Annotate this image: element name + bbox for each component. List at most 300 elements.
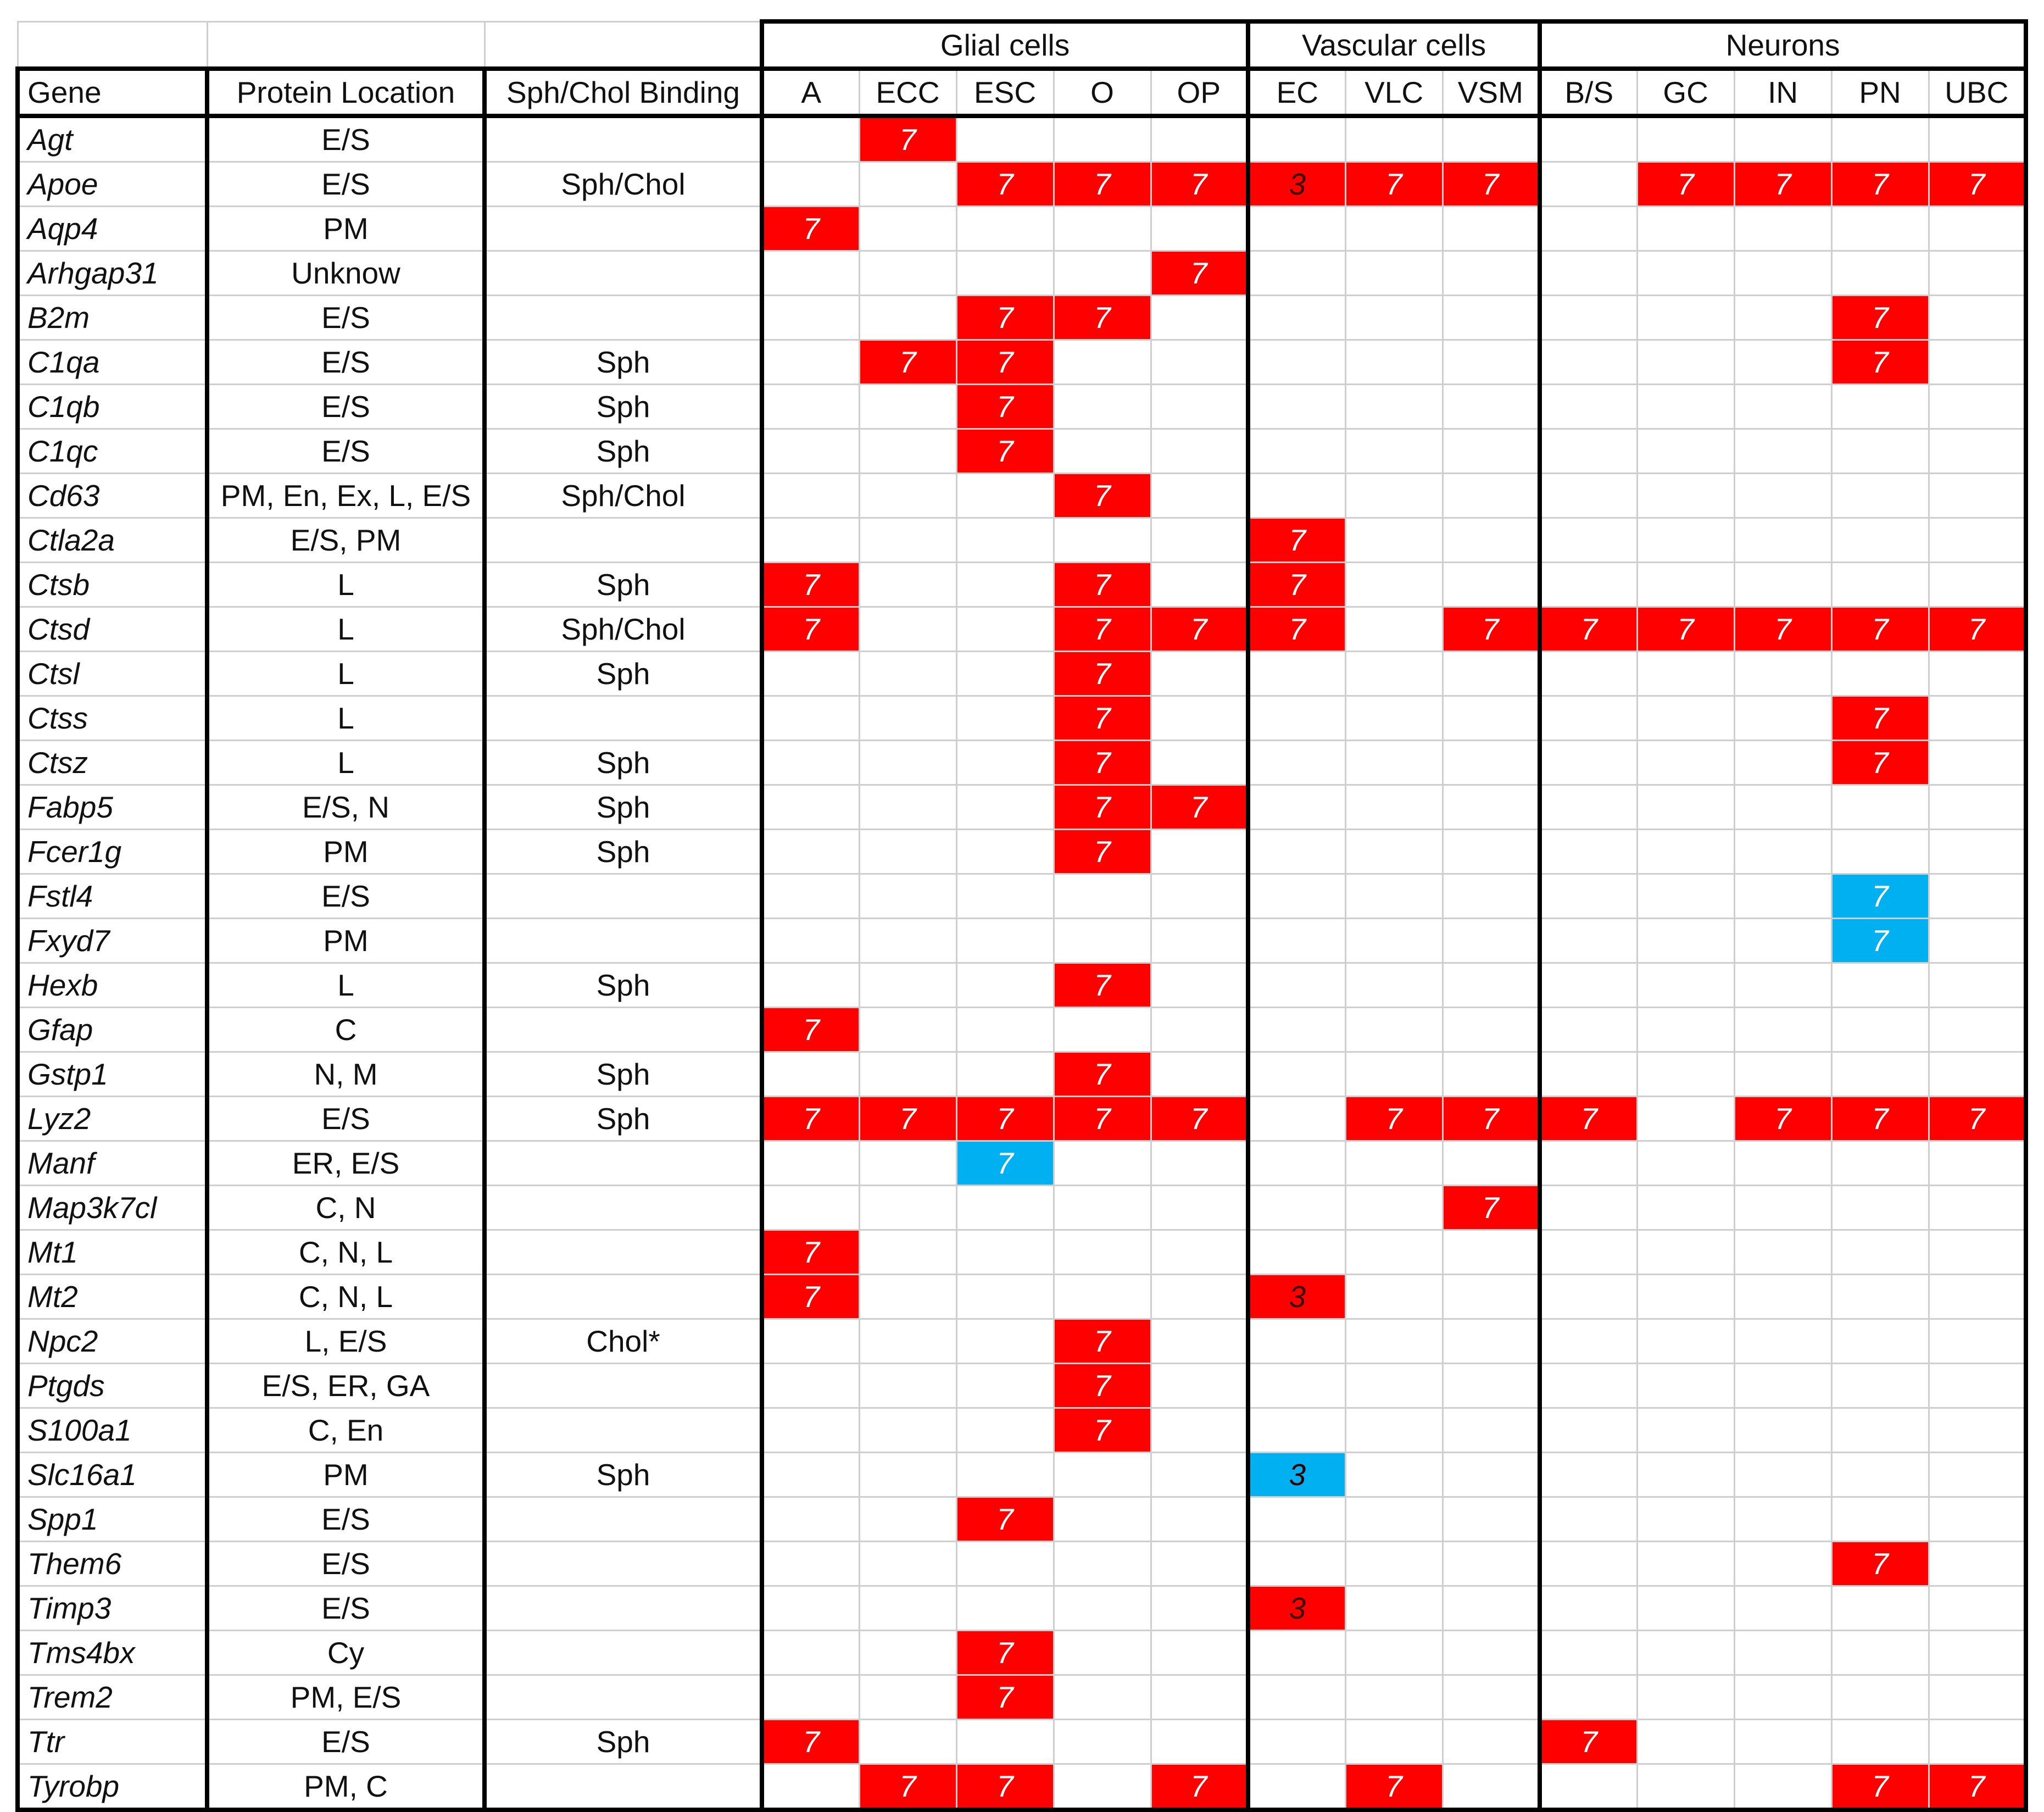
expression-cell (956, 563, 1054, 607)
group-header-blank-cell (207, 21, 484, 69)
binding-cell: Sph (484, 652, 762, 696)
expression-cell (1151, 207, 1248, 251)
expression-cell (1540, 340, 1637, 385)
table-row (18, 296, 2026, 340)
table-row (18, 207, 2026, 251)
column-header-gc: GC (1637, 69, 1734, 116)
expression-cell (762, 1052, 859, 1097)
expression-cell (1443, 1364, 1540, 1408)
expression-mark: 7 (1637, 607, 1734, 652)
expression-cell (1734, 1319, 1831, 1364)
expression-cell (1734, 1497, 1831, 1542)
expression-cell (1443, 207, 1540, 251)
expression-cell (1248, 963, 1345, 1008)
expression-cell (1054, 207, 1151, 251)
expression-cell (1443, 340, 1540, 385)
expression-cell (956, 963, 1054, 1008)
expression-cell (1345, 696, 1443, 741)
gene-cell: Ctsd (18, 607, 207, 652)
expression-cell (1540, 1319, 1637, 1364)
gene-cell: Ttr (18, 1720, 207, 1764)
expression-cell (1929, 518, 2026, 563)
expression-mark: 7 (1831, 296, 1929, 340)
expression-cell (762, 1319, 859, 1364)
expression-cell (1734, 1275, 1831, 1319)
binding-cell (484, 1497, 762, 1542)
expression-cell (1637, 116, 1734, 162)
expression-mark: 7 (956, 340, 1054, 385)
expression-cell (859, 207, 956, 251)
expression-mark: 7 (956, 1675, 1054, 1720)
expression-cell (1345, 607, 1443, 652)
expression-mark: 7 (1831, 1764, 1929, 1810)
expression-cell (1054, 1764, 1151, 1810)
column-header-row (18, 69, 2026, 116)
table-row (18, 1364, 2026, 1408)
expression-mark: 7 (1054, 830, 1151, 874)
expression-cell (1345, 1542, 1443, 1586)
expression-mark: 7 (1831, 162, 1929, 207)
expression-mark: 7 (1054, 652, 1151, 696)
expression-mark: 7 (1345, 1764, 1443, 1810)
protein-location-cell: C, N, L (207, 1230, 484, 1275)
expression-cell (1929, 296, 2026, 340)
expression-cell (1929, 116, 2026, 162)
expression-cell (1345, 474, 1443, 518)
expression-cell (1540, 1542, 1637, 1586)
protein-location-cell: E/S (207, 1586, 484, 1631)
expression-cell (1831, 563, 1929, 607)
expression-mark: 7 (1054, 1319, 1151, 1364)
expression-cell (1540, 1364, 1637, 1408)
expression-cell (1831, 785, 1929, 830)
expression-cell (1054, 251, 1151, 296)
expression-cell (1637, 296, 1734, 340)
binding-cell (484, 696, 762, 741)
column-header-vsm: VSM (1443, 69, 1540, 116)
protein-location-cell: E/S (207, 116, 484, 162)
expression-cell (1151, 1275, 1248, 1319)
expression-cell (1443, 1675, 1540, 1720)
table-row (18, 919, 2026, 963)
expression-cell (1345, 1586, 1443, 1631)
table-row (18, 1453, 2026, 1497)
expression-cell (1151, 1720, 1248, 1764)
expression-cell (1443, 1720, 1540, 1764)
protein-location-cell: E/S (207, 1542, 484, 1586)
expression-mark: 7 (1054, 607, 1151, 652)
expression-cell (1637, 251, 1734, 296)
expression-cell (1929, 919, 2026, 963)
binding-cell (484, 919, 762, 963)
expression-cell (1637, 652, 1734, 696)
expression-cell (1540, 385, 1637, 429)
expression-cell (1929, 340, 2026, 385)
expression-cell (1248, 1408, 1345, 1453)
binding-cell (484, 207, 762, 251)
expression-cell (1151, 1230, 1248, 1275)
gene-cell: Tms4bx (18, 1631, 207, 1675)
expression-mark: 7 (1443, 162, 1540, 207)
expression-cell (1054, 1542, 1151, 1586)
table-row (18, 1275, 2026, 1319)
expression-cell (1248, 1631, 1345, 1675)
expression-cell (1345, 1008, 1443, 1052)
expression-cell (1637, 563, 1734, 607)
expression-cell (1345, 340, 1443, 385)
expression-cell (1151, 1408, 1248, 1453)
gene-cell: Fstl4 (18, 874, 207, 919)
expression-cell (956, 1542, 1054, 1586)
expression-mark: 7 (1831, 919, 1929, 963)
expression-cell (1540, 696, 1637, 741)
expression-cell (1734, 563, 1831, 607)
table-row (18, 830, 2026, 874)
expression-cell (1734, 340, 1831, 385)
expression-cell (1637, 1408, 1734, 1453)
expression-cell (1151, 1586, 1248, 1631)
expression-cell (1831, 429, 1929, 474)
expression-cell (859, 963, 956, 1008)
expression-cell (1929, 1586, 2026, 1631)
binding-cell: Sph (484, 385, 762, 429)
table-row (18, 251, 2026, 296)
expression-cell (1540, 919, 1637, 963)
expression-cell (1540, 251, 1637, 296)
expression-table (15, 19, 2028, 1812)
expression-cell (956, 1408, 1054, 1453)
gene-cell: Apoe (18, 162, 207, 207)
binding-cell (484, 518, 762, 563)
binding-cell: Sph/Chol (484, 162, 762, 207)
expression-mark: 7 (762, 1008, 859, 1052)
expression-mark: 7 (956, 1097, 1054, 1141)
expression-cell (1734, 1586, 1831, 1631)
expression-cell (1054, 1230, 1151, 1275)
gene-cell: Gfap (18, 1008, 207, 1052)
expression-cell (1734, 741, 1831, 785)
expression-cell (1929, 1141, 2026, 1186)
protein-location-cell: PM (207, 1453, 484, 1497)
expression-cell (762, 1542, 859, 1586)
expression-cell (1151, 385, 1248, 429)
table-row (18, 1542, 2026, 1586)
expression-cell (1345, 296, 1443, 340)
expression-cell (1151, 518, 1248, 563)
group-header-glial-cells: Glial cells (762, 21, 1248, 69)
expression-cell (1151, 1497, 1248, 1542)
binding-cell (484, 1008, 762, 1052)
column-header-in: IN (1734, 69, 1831, 116)
expression-cell (1151, 741, 1248, 785)
table-row (18, 696, 2026, 741)
expression-cell (1637, 1052, 1734, 1097)
expression-cell (1248, 429, 1345, 474)
expression-cell (1831, 1408, 1929, 1453)
expression-cell (1345, 785, 1443, 830)
expression-cell (956, 1052, 1054, 1097)
column-header-vlc: VLC (1345, 69, 1443, 116)
gene-cell: Ctla2a (18, 518, 207, 563)
expression-cell (1054, 1631, 1151, 1675)
expression-cell (1734, 429, 1831, 474)
expression-cell (1443, 1764, 1540, 1810)
expression-cell (1151, 874, 1248, 919)
expression-cell (1443, 696, 1540, 741)
expression-cell (1345, 1230, 1443, 1275)
expression-cell (1929, 830, 2026, 874)
expression-cell (1540, 830, 1637, 874)
expression-cell (1054, 1141, 1151, 1186)
table-row (18, 1497, 2026, 1542)
expression-cell (1540, 1675, 1637, 1720)
expression-mark: 7 (1443, 1186, 1540, 1230)
expression-cell (1443, 1542, 1540, 1586)
expression-cell (1151, 1675, 1248, 1720)
expression-cell (1734, 919, 1831, 963)
protein-location-cell: E/S, ER, GA (207, 1364, 484, 1408)
expression-cell (1831, 963, 1929, 1008)
expression-cell (1831, 1008, 1929, 1052)
protein-location-cell: N, M (207, 1052, 484, 1097)
expression-mark: 7 (859, 116, 956, 162)
expression-cell (1443, 474, 1540, 518)
expression-cell (1929, 251, 2026, 296)
expression-cell (1929, 1497, 2026, 1542)
expression-cell (1345, 1497, 1443, 1542)
expression-cell (1831, 116, 1929, 162)
protein-location-cell: PM (207, 919, 484, 963)
gene-cell: Arhgap31 (18, 251, 207, 296)
expression-mark: 7 (1929, 162, 2026, 207)
table-row (18, 340, 2026, 385)
group-header-vascular-cells: Vascular cells (1248, 21, 1540, 69)
expression-cell (1637, 741, 1734, 785)
expression-cell (1151, 1631, 1248, 1675)
gene-cell: Tyrobp (18, 1764, 207, 1810)
expression-cell (1151, 116, 1248, 162)
expression-mark: 3 (1248, 162, 1345, 207)
expression-cell (1831, 1453, 1929, 1497)
binding-cell: Sph (484, 563, 762, 607)
expression-cell (1734, 1720, 1831, 1764)
expression-mark: 7 (1734, 162, 1831, 207)
expression-cell (1637, 340, 1734, 385)
expression-cell (1637, 1764, 1734, 1810)
expression-cell (762, 1764, 859, 1810)
expression-cell (1151, 1008, 1248, 1052)
expression-cell (1345, 1453, 1443, 1497)
expression-cell (1540, 1052, 1637, 1097)
expression-mark: 7 (956, 429, 1054, 474)
expression-cell (1734, 474, 1831, 518)
expression-cell (1734, 696, 1831, 741)
protein-location-cell: L (207, 563, 484, 607)
gene-cell: C1qa (18, 340, 207, 385)
expression-cell (762, 1675, 859, 1720)
expression-cell (762, 652, 859, 696)
expression-cell (859, 429, 956, 474)
column-header-protein-location: Protein Location (207, 69, 484, 116)
expression-mark: 7 (1443, 607, 1540, 652)
expression-cell (956, 1364, 1054, 1408)
expression-cell (1831, 1720, 1929, 1764)
expression-mark: 7 (1151, 1097, 1248, 1141)
expression-cell (1734, 785, 1831, 830)
expression-cell (1248, 474, 1345, 518)
expression-cell (1345, 830, 1443, 874)
expression-mark: 7 (762, 1230, 859, 1275)
expression-cell (1831, 1631, 1929, 1675)
binding-cell (484, 1364, 762, 1408)
binding-cell (484, 1186, 762, 1230)
protein-location-cell: ER, E/S (207, 1141, 484, 1186)
expression-cell (1054, 919, 1151, 963)
expression-cell (762, 1141, 859, 1186)
expression-cell (1929, 1675, 2026, 1720)
expression-cell (1637, 1542, 1734, 1586)
binding-cell (484, 874, 762, 919)
expression-cell (1443, 963, 1540, 1008)
expression-cell (1734, 1542, 1831, 1586)
expression-mark: 7 (956, 1631, 1054, 1675)
protein-location-cell: C, En (207, 1408, 484, 1453)
protein-location-cell: E/S (207, 1097, 484, 1141)
expression-cell (1345, 1141, 1443, 1186)
expression-cell (1540, 741, 1637, 785)
expression-cell (1151, 1052, 1248, 1097)
expression-cell (1443, 1275, 1540, 1319)
expression-cell (1151, 474, 1248, 518)
column-header-gene: Gene (18, 69, 207, 116)
gene-cell: Ptgds (18, 1364, 207, 1408)
expression-mark: 7 (1054, 1052, 1151, 1097)
expression-cell (1345, 1675, 1443, 1720)
expression-cell (762, 696, 859, 741)
expression-cell (859, 474, 956, 518)
expression-cell (1734, 296, 1831, 340)
protein-location-cell: L, E/S (207, 1319, 484, 1364)
expression-cell (1345, 518, 1443, 563)
expression-cell (1734, 963, 1831, 1008)
expression-cell (1443, 116, 1540, 162)
expression-cell (1929, 1408, 2026, 1453)
expression-mark: 7 (1831, 741, 1929, 785)
expression-cell (762, 116, 859, 162)
expression-cell (1248, 1319, 1345, 1364)
expression-cell (1248, 207, 1345, 251)
protein-location-cell: L (207, 696, 484, 741)
expression-cell (1540, 296, 1637, 340)
expression-cell (1929, 1052, 2026, 1097)
gene-cell: C1qc (18, 429, 207, 474)
expression-cell (1540, 474, 1637, 518)
expression-cell (1248, 1497, 1345, 1542)
expression-cell (762, 741, 859, 785)
expression-cell (1151, 1319, 1248, 1364)
expression-cell (1054, 874, 1151, 919)
gene-cell: Npc2 (18, 1319, 207, 1364)
expression-cell (762, 1453, 859, 1497)
gene-cell: S100a1 (18, 1408, 207, 1453)
binding-cell: Sph/Chol (484, 474, 762, 518)
expression-mark: 7 (1540, 1720, 1637, 1764)
expression-cell (762, 474, 859, 518)
expression-cell (1248, 830, 1345, 874)
expression-cell (1540, 963, 1637, 1008)
gene-cell: C1qb (18, 385, 207, 429)
binding-cell (484, 1675, 762, 1720)
expression-cell (1734, 1631, 1831, 1675)
expression-cell (1831, 1497, 1929, 1542)
gene-cell: B2m (18, 296, 207, 340)
expression-cell (1443, 385, 1540, 429)
binding-cell (484, 296, 762, 340)
expression-cell (1734, 1186, 1831, 1230)
expression-cell (956, 251, 1054, 296)
expression-cell (1443, 1319, 1540, 1364)
expression-cell (1248, 116, 1345, 162)
protein-location-cell: E/S (207, 1720, 484, 1764)
expression-cell (1540, 1186, 1637, 1230)
table-row (18, 1764, 2026, 1810)
expression-cell (1637, 1186, 1734, 1230)
table-row (18, 1319, 2026, 1364)
expression-cell (1443, 1497, 1540, 1542)
table-row (18, 1008, 2026, 1052)
expression-cell (1054, 518, 1151, 563)
expression-cell (1831, 1052, 1929, 1097)
protein-location-cell: E/S (207, 296, 484, 340)
gene-cell: Trem2 (18, 1675, 207, 1720)
table-row (18, 963, 2026, 1008)
gene-cell: Fabp5 (18, 785, 207, 830)
expression-cell (859, 1230, 956, 1275)
expression-cell (1540, 874, 1637, 919)
expression-cell (1345, 1052, 1443, 1097)
gene-cell: Aqp4 (18, 207, 207, 251)
expression-cell (1248, 785, 1345, 830)
expression-cell (859, 1631, 956, 1675)
binding-cell: Sph (484, 741, 762, 785)
binding-cell: Sph (484, 785, 762, 830)
expression-cell (1929, 1720, 2026, 1764)
expression-cell (1929, 474, 2026, 518)
expression-cell (1443, 785, 1540, 830)
protein-location-cell: L (207, 652, 484, 696)
expression-cell (1248, 696, 1345, 741)
table-row (18, 1631, 2026, 1675)
expression-mark: 7 (956, 296, 1054, 340)
expression-cell (1929, 385, 2026, 429)
expression-cell (1929, 1186, 2026, 1230)
expression-cell (1734, 1230, 1831, 1275)
expression-cell (762, 785, 859, 830)
expression-cell (1345, 251, 1443, 296)
expression-cell (1637, 1097, 1734, 1141)
expression-cell (1345, 1720, 1443, 1764)
expression-cell (1929, 874, 2026, 919)
expression-cell (956, 1230, 1054, 1275)
expression-cell (1929, 1542, 2026, 1586)
expression-cell (1734, 1408, 1831, 1453)
expression-cell (956, 696, 1054, 741)
gene-cell: Gstp1 (18, 1052, 207, 1097)
expression-cell (1248, 1097, 1345, 1141)
expression-cell (859, 1497, 956, 1542)
expression-cell (1831, 474, 1929, 518)
expression-cell (1540, 1586, 1637, 1631)
